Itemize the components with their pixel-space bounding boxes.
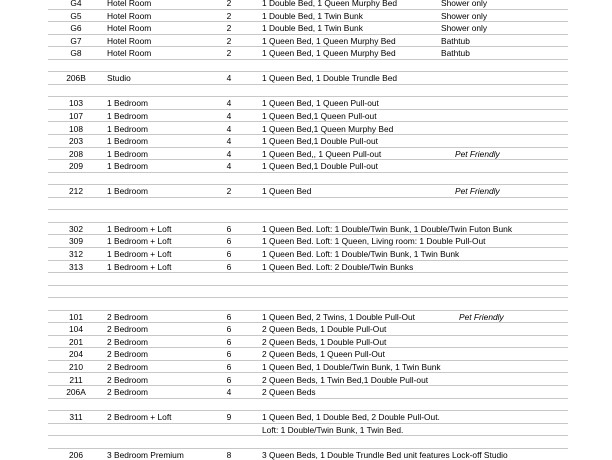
unit-cell: 211 (69, 374, 83, 385)
beds-cell: Loft: 1 Double/Twin Bunk, 1 Twin Bed. (262, 424, 404, 435)
sleeps-cell: 2 (226, 35, 232, 46)
sleeps-cell: 2 (226, 10, 232, 21)
type-cell: 2 Bedroom (107, 349, 148, 360)
table-row (48, 311, 568, 324)
type-cell: Studio (107, 73, 131, 84)
beds-cell: 1 Queen Bed. Loft: 2 Double/Twin Bunks (262, 261, 414, 272)
unit-cell: 108 (69, 123, 83, 134)
sleeps-cell: 2 (226, 23, 232, 34)
table-row (48, 148, 568, 161)
sleeps-cell: 6 (226, 249, 232, 259)
type-cell: 1 Bedroom + Loft (107, 223, 172, 234)
sleeps-cell: 6 (226, 324, 232, 335)
beds-cell: 1 Double Bed, 1 Twin Bunk (262, 23, 363, 34)
table-row (48, 185, 568, 198)
beds-cell: 1 Queen Bed,1 Double Pull-out (262, 136, 378, 147)
beds-cell: 1 Double Bed, 1 Queen Murphy Bed (262, 0, 398, 8)
sleeps-cell: 4 (226, 98, 232, 109)
type-cell: Hotel Room (107, 0, 152, 8)
type-cell: 2 Bedroom (107, 324, 148, 335)
table-row (48, 374, 568, 387)
type-cell: 2 Bedroom (107, 361, 148, 372)
unit-cell: 206 (69, 449, 83, 460)
unit-cell: 204 (69, 349, 83, 360)
table-row (48, 298, 568, 311)
unit-cell: G8 (70, 48, 82, 59)
beds-cell: 2 Queen Beds, 1 Queen Pull-Out (262, 349, 385, 360)
table-row (48, 60, 568, 73)
unit-cell: 210 (69, 361, 83, 372)
table-row (48, 210, 568, 223)
type-cell: 2 Bedroom (107, 311, 148, 322)
table-row (48, 436, 568, 449)
table-row (48, 361, 568, 374)
table-row (48, 22, 568, 35)
beds-cell: 3 Queen Beds, 1 Double Trundle Bed unit features Lock-off Studio (262, 449, 508, 460)
unit-cell: 311 (69, 412, 83, 423)
type-cell: 1 Bedroom (107, 161, 148, 172)
beds-cell: 1 Queen Bed, 1 Queen Murphy Bed (262, 35, 396, 46)
sleeps-cell: 6 (226, 349, 232, 360)
unit-cell: 309 (69, 236, 83, 247)
beds-cell: 1 Queen Bed, 1 Queen Pull-out (262, 98, 379, 109)
unit-cell: G4 (70, 0, 82, 8)
sleeps-cell: 6 (226, 236, 232, 247)
table-row (48, 223, 568, 236)
sleeps-cell: 4 (226, 73, 232, 84)
type-cell: 3 Bedroom Premium (107, 449, 184, 460)
type-cell: 2 Bedroom + Loft (107, 412, 172, 423)
table-row (48, 160, 568, 173)
bath-cell: Bathtub (441, 48, 470, 59)
table-row (48, 336, 568, 349)
table-row (48, 135, 568, 148)
beds-cell: 1 Queen Bed, 2 Twins, 1 Double Pull-Out (262, 311, 416, 322)
table-row (48, 248, 568, 261)
unit-cell: 104 (69, 324, 83, 335)
sleeps-cell: 4 (226, 110, 232, 121)
beds-cell: 1 Queen Bed,1 Double Pull-out (262, 161, 378, 172)
beds-cell: 1 Queen Bed, 1 Double Trundle Bed (262, 73, 398, 84)
beds-cell: 1 Queen Bed,1 Queen Pull-out (262, 110, 377, 121)
sleeps-cell: 8 (226, 449, 232, 460)
table-row (48, 85, 568, 98)
sleeps-cell: 4 (226, 161, 232, 172)
sleeps-cell: 9 (226, 412, 232, 423)
sleeps-cell: 2 (226, 186, 232, 197)
beds-cell: 1 Queen Bed, 1 Double/Twin Bunk, 1 Twin Bunk (262, 361, 441, 372)
table-row (48, 110, 568, 123)
beds-cell: 1 Queen Bed. Loft: 1 Double/Twin Bunk, 1 Double/Twin Futon Bunk (262, 223, 513, 234)
sleeps-cell: 4 (226, 387, 232, 398)
unit-cell: 313 (69, 261, 83, 272)
table-row (48, 10, 568, 23)
type-cell: 1 Bedroom (107, 186, 148, 197)
table-row (48, 411, 568, 424)
table-row (48, 348, 568, 361)
bath-cell: Bathtub (441, 35, 470, 46)
table-row (48, 198, 568, 211)
unit-cell: 206A (66, 387, 86, 398)
table-row (48, 173, 568, 186)
type-cell: 2 Bedroom (107, 387, 148, 398)
bath-cell: Shower only (441, 10, 488, 21)
sleeps-cell: 4 (226, 123, 232, 134)
unit-cell: 209 (69, 161, 83, 172)
unit-cell: 203 (69, 136, 83, 147)
beds-cell: 1 Queen Bed (262, 186, 312, 197)
table-row (48, 235, 568, 248)
beds-cell: 2 Queen Beds (262, 387, 316, 398)
table-row (48, 47, 568, 60)
type-cell: Hotel Room (107, 23, 152, 34)
unit-cell: 201 (69, 336, 83, 347)
sleeps-cell: 6 (226, 261, 232, 272)
pet-cell: Pet Friendly (455, 186, 500, 197)
sleeps-cell: 6 (226, 311, 232, 322)
type-cell: Hotel Room (107, 35, 152, 46)
table-row (48, 123, 568, 136)
beds-cell: 1 Queen Bed, 1 Queen Murphy Bed (262, 48, 396, 59)
table-row (48, 286, 568, 299)
table-row (48, 97, 568, 110)
unit-cell: G5 (70, 10, 82, 21)
type-cell: 1 Bedroom + Loft (107, 236, 172, 247)
beds-cell: 1 Queen Bed, 1 Double Bed, 2 Double Pull-Out. (262, 412, 440, 423)
type-cell: 1 Bedroom (107, 98, 148, 109)
type-cell: 1 Bedroom (107, 148, 148, 159)
type-cell: 2 Bedroom (107, 336, 148, 347)
beds-cell: 2 Queen Beds, 1 Twin Bed,1 Double Pull-out (262, 374, 429, 385)
unit-cell: 101 (69, 311, 83, 322)
beds-cell: 1 Queen Bed. Loft: 1 Queen, Living room: 1 Double Pull-Out (262, 236, 486, 247)
sleeps-cell: 6 (226, 223, 232, 234)
unit-cell: 206B (66, 73, 86, 84)
unit-cell: 302 (69, 223, 83, 234)
unit-cell: 212 (69, 186, 83, 197)
type-cell: 1 Bedroom + Loft (107, 249, 172, 259)
table-row (48, 424, 568, 437)
sleeps-cell: 2 (226, 0, 232, 8)
type-cell: 1 Bedroom (107, 110, 148, 121)
beds-cell: 1 Queen Bed,, 1 Queen Pull-out (262, 148, 382, 159)
table-row (48, 72, 568, 85)
sleeps-cell: 6 (226, 361, 232, 372)
sleeps-cell: 6 (226, 336, 232, 347)
sleeps-cell: 2 (226, 48, 232, 59)
unit-cell: G6 (70, 23, 82, 34)
table-row (48, 273, 568, 286)
sleeps-cell: 4 (226, 136, 232, 147)
unit-cell: G7 (70, 35, 82, 46)
unit-cell: 107 (69, 110, 83, 121)
beds-cell: 2 Queen Beds, 1 Double Pull-Out (262, 324, 387, 335)
type-cell: 1 Bedroom (107, 123, 148, 134)
table-row (48, 449, 568, 460)
beds-cell: 1 Queen Bed. Loft: 1 Double/Twin Bunk, 1 Twin Bunk (262, 249, 460, 259)
beds-cell: 2 Queen Beds, 1 Double Pull-Out (262, 336, 387, 347)
bath-cell: Shower only (441, 0, 488, 8)
bath-cell: Shower only (441, 23, 488, 34)
table-row (48, 399, 568, 412)
type-cell: Hotel Room (107, 10, 152, 21)
type-cell: 1 Bedroom (107, 136, 148, 147)
beds-cell: 1 Queen Bed,1 Queen Murphy Bed (262, 123, 394, 134)
table-row (48, 0, 568, 10)
sleeps-cell: 4 (226, 148, 232, 159)
table-row (48, 35, 568, 48)
type-cell: Hotel Room (107, 48, 152, 59)
unit-cell: 103 (69, 98, 83, 109)
unit-cell: 312 (69, 249, 83, 259)
unit-cell: 208 (69, 148, 83, 159)
table-row (48, 386, 568, 399)
table-row (48, 323, 568, 336)
pet-cell: Pet Friendly (455, 148, 500, 159)
type-cell: 1 Bedroom + Loft (107, 261, 172, 272)
table-row (48, 261, 568, 274)
sleeps-cell: 6 (226, 374, 232, 385)
type-cell: 2 Bedroom (107, 374, 148, 385)
pet-cell: Pet Friendly (459, 311, 504, 322)
beds-cell: 1 Double Bed, 1 Twin Bunk (262, 10, 363, 21)
